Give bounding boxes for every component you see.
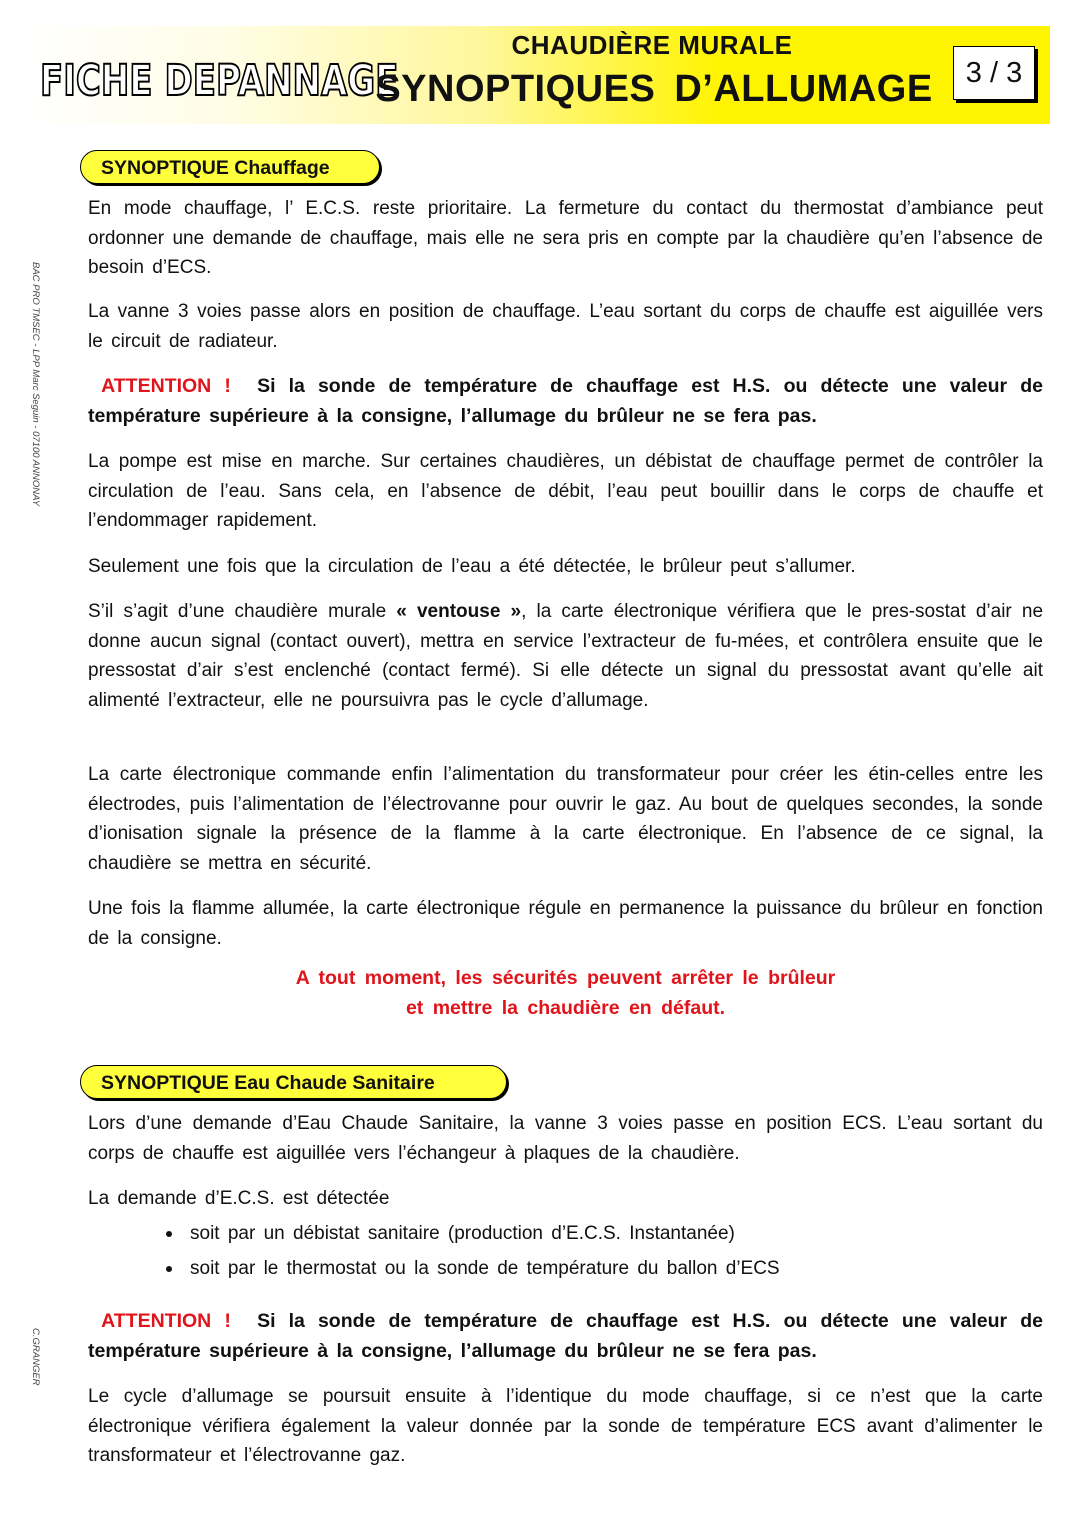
chauffage-paragraph-6: La carte électronique commande enfin l’alimentation du transformateur pour créer les étin-celles entre les électrodes, puis l’alimentation de l’électrovanne pour ouvrir le gaz. Au bout de quelques secondes, la sonde d’ionisation signale la présence de la flamme à la carte électronique. En l’absence de ce signal, la chaudière se mettra en sécurité. (88, 764, 1043, 874)
side-note-author: C.GRANGER (30, 1328, 41, 1386)
attention-text: Si la sonde de température de chauffage est H.S. ou détecte une valeur de température supérieure à la consigne, l’allumage du brûleur ne se fera pas. (88, 1310, 1043, 1362)
chauffage-paragraph-4: Seulement une fois que la circulation de l’eau a été détectée, le brûleur peut s’allumer. (88, 556, 856, 577)
ecs-paragraph-1: Lors d’une demande d’Eau Chaude Sanitaire, la vanne 3 voies passe en position ECS. L’eau sortant du corps de chauffe est aiguillée vers l’échangeur à plaques de la chaudière. (88, 1113, 1043, 1164)
page-number-badge: 3 / 3 (953, 46, 1035, 100)
page-title: SYNOPTIQUES D’ALLUMAGE (375, 68, 933, 110)
attention-label: ATTENTION ! (101, 1310, 231, 1332)
section-heading-chauffage: SYNOPTIQUE Chauffage (80, 150, 380, 184)
chauffage-attention (88, 372, 1043, 431)
side-note-school: BAC PRO TMSEC - LPP Marc Seguin - 07100 ANNONAY (30, 262, 41, 507)
safety-warning (88, 964, 1043, 1023)
ecs-attention (88, 1307, 1043, 1366)
fiche-word: FICHE (40, 56, 153, 106)
chauffage-paragraph-2: La vanne 3 voies passe alors en position de chauffage. L’eau sortant du corps de chauffe est aiguillée vers le circuit de radiateur. (88, 301, 1043, 352)
section-heading-ecs: SYNOPTIQUE Eau Chaude Sanitaire (80, 1065, 507, 1099)
p5-before: S’il s’agit d’une chaudière murale (88, 601, 387, 622)
bullet-icon (166, 1266, 172, 1272)
ecs-paragraph-3: Le cycle d’allumage se poursuit ensuite à l’identique du mode chauffage, si ce n’est que la carte électronique vérifiera également la valeur donnée par la sonde de température ECS avant d’alimenter le transformateur et l’électrovanne gaz. (88, 1386, 1043, 1466)
chauffage-paragraph-3: La pompe est mise en marche. Sur certaines chaudières, un débistat de chauffage permet de contrôler la circulation de l’eau. Sans cela, en l’absence de débit, l’eau peut bouillir dans le corps de chauffe et l’endommager rapidement. (88, 451, 1043, 531)
list-item: soit par le thermostat ou la sonde de température du ballon d’ECS (160, 1251, 1040, 1286)
safety-warning-line-1: A tout moment, les sécurités peuvent arrêter le brûleur (295, 967, 836, 989)
depannage-word: DEPANNAGE (164, 56, 399, 106)
ventouse-term: « ventouse » (396, 601, 522, 622)
ecs-detection-list (160, 1216, 1040, 1286)
attention-text: Si la sonde de température de chauffage est H.S. ou détecte une valeur de température supérieure à la consigne, l’allumage du brûleur ne se fera pas. (88, 375, 1043, 427)
chauffage-paragraph-1: En mode chauffage, l’ E.C.S. reste prioritaire. La fermeture du contact du thermostat d’ambiance peut ordonner une demande de chauffage, mais elle ne sera pris en compte par la chaudière qu’en l’absence de besoin d’ECS. (88, 198, 1043, 278)
list-item: soit par un débistat sanitaire (production d’E.C.S. Instantanée) (160, 1216, 1040, 1251)
header-subtitle: CHAUDIÈRE MURALE (511, 30, 793, 60)
bullet-icon (166, 1231, 172, 1237)
ecs-paragraph-2: La demande d’E.C.S. est détectée (88, 1188, 390, 1209)
chauffage-paragraph-5 (88, 597, 1043, 715)
p5-after: , la carte électronique vérifiera que le pres-sostat d’air ne donne aucun signal (contact ouvert), mettra en service l’extracteur de fu-mées, et contrôlera ensuite que le pressostat d’air s’est enclenché (contact fermé). Si elle détecte un signal du pressostat avant qu’elle ait alimenté l’extracteur, elle ne poursuivra pas le cycle d’allumage. (88, 601, 1044, 711)
chauffage-paragraph-7: Une fois la flamme allumée, la carte électronique régule en permanence la puissance du brûleur en fonction de la consigne. (88, 898, 1043, 949)
safety-warning-line-2: et mettre la chaudière en défaut. (405, 996, 726, 1019)
attention-label: ATTENTION ! (101, 375, 231, 397)
fiche-depannage-logo (40, 56, 399, 114)
